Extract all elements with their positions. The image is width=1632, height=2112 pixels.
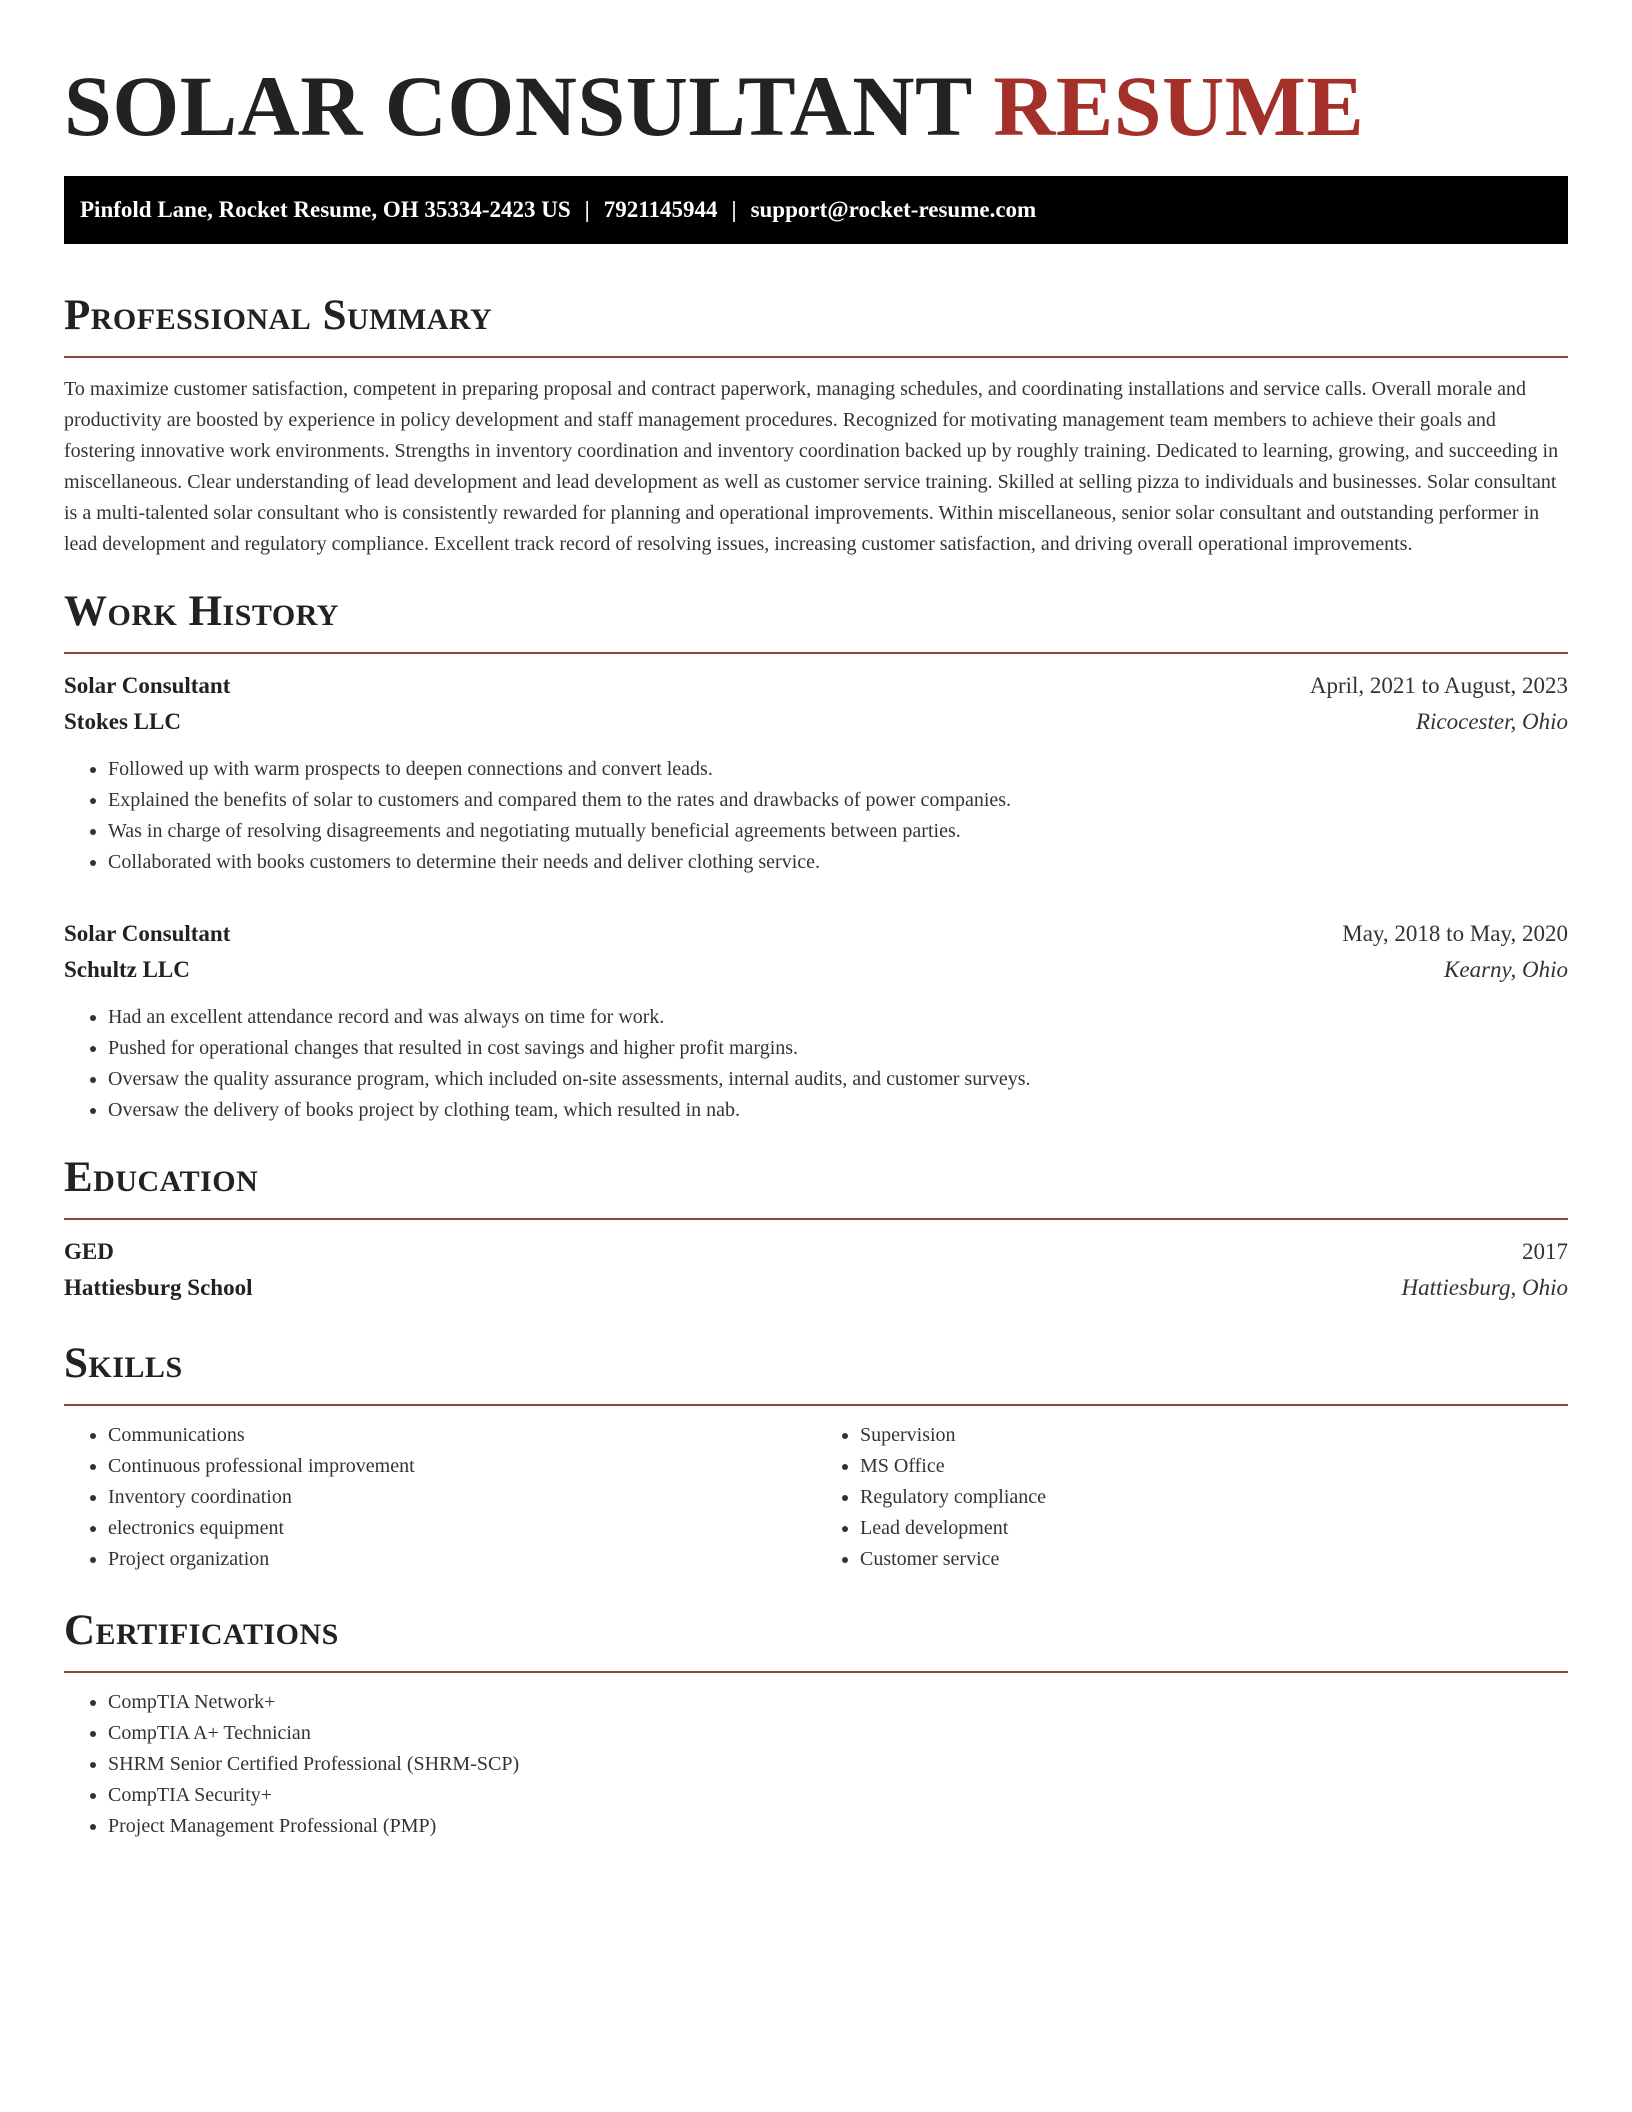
section-divider	[64, 1218, 1568, 1220]
skill-item: • Inventory coordination	[108, 1482, 816, 1513]
skills-list-left	[64, 1420, 816, 1575]
resume-title	[64, 0, 1568, 176]
education-degree: GED	[64, 1239, 114, 1264]
section-divider	[64, 1671, 1568, 1673]
skill-item: • Communications	[108, 1420, 816, 1451]
title-main: SOLAR CONSULTANT	[64, 58, 972, 154]
job-bullet: • Oversaw the quality assurance program, which included on-site assessments, internal audits, and customer surveys.	[108, 1064, 1568, 1095]
resume-page	[64, 0, 1568, 1842]
job-bullets	[64, 1002, 1568, 1126]
job-dates: April, 2021 to August, 2023	[1309, 673, 1568, 698]
skill-item: • Lead development	[860, 1513, 1568, 1544]
skill-item: • Supervision	[860, 1420, 1568, 1451]
skills-grid	[64, 1406, 1568, 1575]
job-company: Schultz LLC	[64, 957, 190, 982]
job-bullet: • Had an excellent attendance record and was always on time for work.	[108, 1002, 1568, 1033]
job-location: Kearny, Ohio	[1444, 957, 1568, 982]
education-subheader	[64, 1270, 1568, 1306]
job-bullet: • Explained the benefits of solar to customers and compared them to the rates and drawbacks of power companies.	[108, 785, 1568, 816]
education-location: Hattiesburg, Ohio	[1401, 1275, 1568, 1300]
education-header	[64, 1234, 1568, 1270]
skill-item: • Regulatory compliance	[860, 1482, 1568, 1513]
job-location: Ricocester, Ohio	[1415, 709, 1568, 734]
contact-separator: |	[584, 197, 590, 222]
section-heading: Work History	[64, 588, 339, 635]
job-bullet: • Was in charge of resolving disagreements and negotiating mutually beneficial agreements between parties.	[108, 816, 1568, 847]
job-subheader	[64, 704, 1568, 740]
skills-list-right	[816, 1420, 1568, 1575]
section-heading: Certifications	[64, 1607, 339, 1654]
certification-item: • CompTIA A+ Technician	[108, 1718, 1568, 1749]
job-company: Stokes LLC	[64, 709, 181, 734]
job-bullet: • Pushed for operational changes that resulted in cost savings and higher profit margins.	[108, 1033, 1568, 1064]
contact-email[interactable]: support@rocket-resume.com	[750, 197, 1037, 222]
job-entry	[64, 916, 1568, 1126]
job-header	[64, 668, 1568, 704]
job-entry	[64, 668, 1568, 878]
job-bullet: • Followed up with warm prospects to deepen connections and convert leads.	[108, 754, 1568, 785]
job-bullet: • Oversaw the delivery of books project by clothing team, which resulted in nab.	[108, 1095, 1568, 1126]
job-header	[64, 916, 1568, 952]
section-divider	[64, 356, 1568, 358]
education-section	[64, 1150, 1568, 1306]
contact-separator: |	[731, 197, 737, 222]
skill-item: • Continuous professional improvement	[108, 1451, 816, 1482]
skill-item: • MS Office	[860, 1451, 1568, 1482]
education-entry	[64, 1234, 1568, 1306]
skill-item: • Project organization	[108, 1544, 816, 1575]
section-heading: Professional Summary	[64, 292, 493, 339]
education-year: 2017	[1522, 1239, 1568, 1264]
job-bullet: • Collaborated with books customers to determine their needs and deliver clothing service.	[108, 847, 1568, 878]
certification-item: • CompTIA Security+	[108, 1780, 1568, 1811]
job-dates: May, 2018 to May, 2020	[1342, 921, 1568, 946]
certification-item: • SHRM Senior Certified Professional (SHRM-SCP)	[108, 1749, 1568, 1780]
job-subheader	[64, 952, 1568, 988]
certification-item: • CompTIA Network+	[108, 1687, 1568, 1718]
certifications-list	[64, 1687, 1568, 1842]
summary-text: To maximize customer satisfaction, competent in preparing proposal and contract paperwork, managing schedules, and coordinating installations and service calls. Overall morale and productivity are boosted by experience in policy development and staff management procedures. Recognized for motivating management team members to achieve their goals and fostering innovative work environments. Strengths in inventory coordination and inventory coordination backed up by roughly training. Dedicated to learning, growing, and succeeding in miscellaneous. Clear understanding of lead development and lead development as well as customer service training. Skilled at selling pizza to individuals and businesses. Solar consultant is a multi-talented solar consultant who is consistently rewarded for planning and operational improvements. Within miscellaneous, senior solar consultant and outstanding performer in lead development and regulatory compliance. Excellent track record of resolving issues, increasing customer satisfaction, and driving overall operational improvements.	[64, 378, 1559, 555]
section-heading: Skills	[64, 1340, 183, 1387]
certifications-section	[64, 1603, 1568, 1842]
work-history-section	[64, 584, 1568, 1126]
certification-item: • Project Management Professional (PMP)	[108, 1811, 1568, 1842]
job-title: Solar Consultant	[64, 673, 231, 698]
summary-section	[64, 288, 1568, 560]
skill-item: • Customer service	[860, 1544, 1568, 1575]
skill-item: • electronics equipment	[108, 1513, 816, 1544]
contact-bar	[64, 176, 1568, 244]
contact-address: Pinfold Lane, Rocket Resume, OH 35334-2423 US	[80, 197, 571, 222]
job-bullets	[64, 754, 1568, 878]
education-school: Hattiesburg School	[64, 1275, 253, 1300]
section-divider	[64, 652, 1568, 654]
skills-section	[64, 1336, 1568, 1575]
section-heading: Education	[64, 1154, 259, 1201]
job-title: Solar Consultant	[64, 921, 231, 946]
contact-phone[interactable]: 7921145944	[603, 197, 718, 222]
title-accent: RESUME	[993, 58, 1365, 154]
